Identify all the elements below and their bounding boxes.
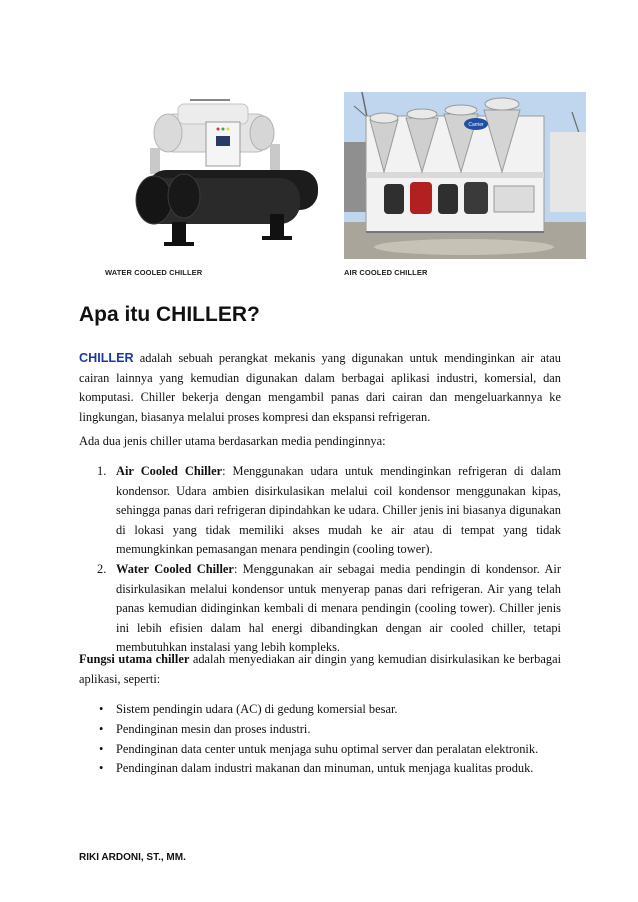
list-item xyxy=(79,560,561,658)
list-item xyxy=(79,759,561,779)
list-item xyxy=(79,700,561,720)
function-text: adalah menyediakan air dingin yang kemudian disirkulasikan ke berbagai aplikasi, seperti: xyxy=(79,652,562,686)
air-cooled-chiller-image xyxy=(344,92,586,259)
type-name: Water Cooled Chiller xyxy=(116,561,234,576)
type-name: Air Cooled Chiller xyxy=(116,464,223,478)
use-text: Pendinginan data center untuk menjaga suhu optimal server dan peralatan elektronik. xyxy=(116,741,539,756)
use-text: Pendinginan mesin dan proses industri. xyxy=(116,721,311,736)
intro-paragraph xyxy=(79,349,561,427)
list-item xyxy=(79,462,561,560)
figure-caption-air-cooled: AIR COOLED CHILLER xyxy=(344,268,428,277)
list-item xyxy=(79,720,561,740)
page-title: Apa itu CHILLER? xyxy=(79,303,260,326)
function-lead: Fungsi utama chiller xyxy=(79,652,190,666)
chiller-types-list xyxy=(79,462,561,658)
chiller-term: CHILLER xyxy=(79,351,134,365)
intro-text: adalah sebuah perangkat mekanis yang digunakan untuk mendinginkan air atau cairan lainnya yang kemudian digunakan dalam berbagai aplikasi industri, komersial, dan komputasi. Chiller bekerja dengan mengambil panas dari cairan dan mengeluarkannya ke lingkungan, biasanya melalui proses kompresi dan ekspansi refrigeran. xyxy=(79,351,561,424)
type-description: : Menggunakan udara untuk mendinginkan refrigeran di dalam kondensor. Udara ambien disirkulasikan melalui coil kondensor menggunakan kipas, sehingga panas dari refrigeran dipindahkan ke udara. Chiller jenis ini biasanya digunakan di lokasi yang tidak memiliki akses mudah ke air atau di tempat yang tidak memungkinkan pemasangan menara pendingin (cooling tower). xyxy=(116,464,562,557)
water-cooled-chiller-figure xyxy=(120,96,332,256)
page-footer-author: RIKI ARDONI, ST., MM. xyxy=(79,852,186,863)
bullet-icon: • xyxy=(99,741,104,756)
water-cooled-chiller-image xyxy=(120,96,332,256)
use-text: Sistem pendingin udara (AC) di gedung komersial besar. xyxy=(116,702,398,716)
bullet-icon: • xyxy=(99,761,104,776)
list-number: 1. xyxy=(97,464,107,478)
types-intro: Ada dua jenis chiller utama berdasarkan media pendinginnya: xyxy=(79,434,386,448)
list-number: 2. xyxy=(97,561,107,576)
air-cooled-chiller-figure xyxy=(344,92,586,259)
uses-list xyxy=(79,700,561,779)
bullet-icon: • xyxy=(99,721,104,736)
type-description: : Menggunakan air sebagai media pendingin di kondensor. Air disirkulasikan melalui kondensor untuk menyerap panas dari refrigeran. Air yang telah panas kemudian didinginkan kembali di menara pendingin (cooling tower). Chiller jenis ini lebih efisien dalam hal energi dibandingkan dengan air cooled chiller, tetapi membutuhkan instalasi yang lebih kompleks. xyxy=(116,561,561,655)
bullet-icon: • xyxy=(99,702,104,716)
brand-logo: Carrier xyxy=(468,122,484,128)
function-paragraph xyxy=(79,650,561,689)
figure-caption-water-cooled: WATER COOLED CHILLER xyxy=(105,268,203,277)
list-item xyxy=(79,740,561,760)
use-text: Pendinginan dalam industri makanan dan minuman, untuk menjaga kualitas produk. xyxy=(116,761,534,776)
